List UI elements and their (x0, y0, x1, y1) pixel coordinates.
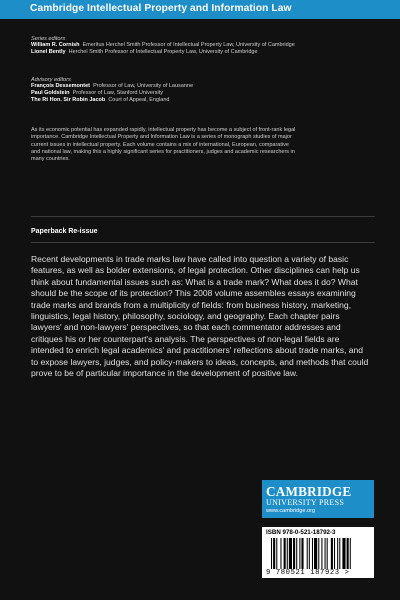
editor-name: François Dessemontet (31, 83, 90, 89)
series-intro-line: importance. Cambridge Intellectual Property and Information Law is a series of monograph studies of major (31, 134, 292, 141)
editor-name: The Rt Hon. Sir Robin Jacob (31, 97, 106, 104)
publisher-logo (262, 480, 374, 518)
editor-role: Court of Appeal, England (108, 97, 170, 104)
editor-role: Professor of Law, Stanford University (72, 90, 164, 97)
publisher-subname: UNIVERSITY PRESS (266, 498, 345, 507)
description-line: intended to enrich legal academics' and practitioners' reflections about trade marks, and (31, 345, 364, 356)
publisher-url: www.cambridge.org (266, 508, 316, 514)
series-description (31, 127, 376, 163)
description-line: to expose lawyers, judges, and policy-makers to ideas, concepts, and methods that could (31, 356, 369, 367)
editor-name: Paul Goldstein (31, 90, 70, 97)
series-title: Cambridge Intellectual Property and Information Law (30, 3, 292, 14)
barcode-digits: 9 780521 187923 > (266, 569, 350, 577)
divider (31, 242, 375, 243)
series-intro-line: current issues in intellectual property. Each volume contains a mix of international, European, comparative (31, 141, 289, 148)
book-description (31, 254, 374, 379)
editor-name: Lionel Bently (31, 49, 66, 56)
description-line: lawyers' and non-lawyers' perspectives, so that each commentator addresses and (31, 322, 341, 333)
description-line: think about fundamental issues such as: What is a trade mark? What does it do? What (31, 276, 358, 287)
editor-role: Herchel Smith Professor of Intellectual Property Law, University of Cambridge (68, 49, 258, 56)
isbn-text: ISBN 978-0-521-18792-3 (266, 529, 336, 536)
description-line: should be the scope of its protection? This 2008 volume assembles essays examining (31, 288, 356, 299)
editor-role: Professor of Law, University of Lausanne (93, 83, 194, 89)
barcode-panel (262, 527, 374, 578)
series-intro-line: many countries. (31, 156, 70, 163)
editor-role: Emeritus Herchel Smith Professor of Intellectual Property Law, University of Cambridge (82, 42, 295, 48)
editor-name: William R. Cornish (31, 42, 80, 48)
description-line: Recent developments in trade marks law have called into question a variety of basic (31, 254, 349, 264)
series-editor-entry (31, 49, 371, 56)
description-line: trade marks and brands from a multiplicity of fields: from business history, marketing, (31, 299, 351, 310)
advisory-editor-entry (31, 90, 371, 97)
publisher-name: CAMBRIDGE (266, 484, 352, 499)
series-editor-entry (31, 42, 371, 49)
advisory-editor-entry (31, 83, 371, 90)
series-intro-line: As its economic potential has expanded rapidly, intellectual property has become a subject of front-rank legal (31, 127, 296, 133)
advisory-editors (31, 77, 371, 105)
divider (31, 216, 375, 217)
description-line: critiques his or her counterpart's analysis. The perspectives of non-legal fields are (31, 333, 340, 344)
description-line: prove to be of particular importance in the development of positive law. (31, 368, 299, 379)
series-title-bar (0, 0, 400, 19)
series-editors (31, 36, 371, 56)
series-editors-label: Series editors (31, 36, 66, 42)
edition-label: Paperback Re-issue (31, 228, 98, 235)
advisory-editors-label: Advisory editors (31, 77, 71, 83)
description-line: features, as well as bolder extensions, of legal protection. Other disciplines can help us (31, 265, 360, 276)
advisory-editor-entry (31, 97, 371, 104)
description-line: linguistics, legal history, philosophy, sociology, and geography. Each chapter pairs (31, 311, 340, 322)
series-intro-line: and national law, making this a highly significant series for practitioners, judges and academic researchers in (31, 148, 295, 155)
